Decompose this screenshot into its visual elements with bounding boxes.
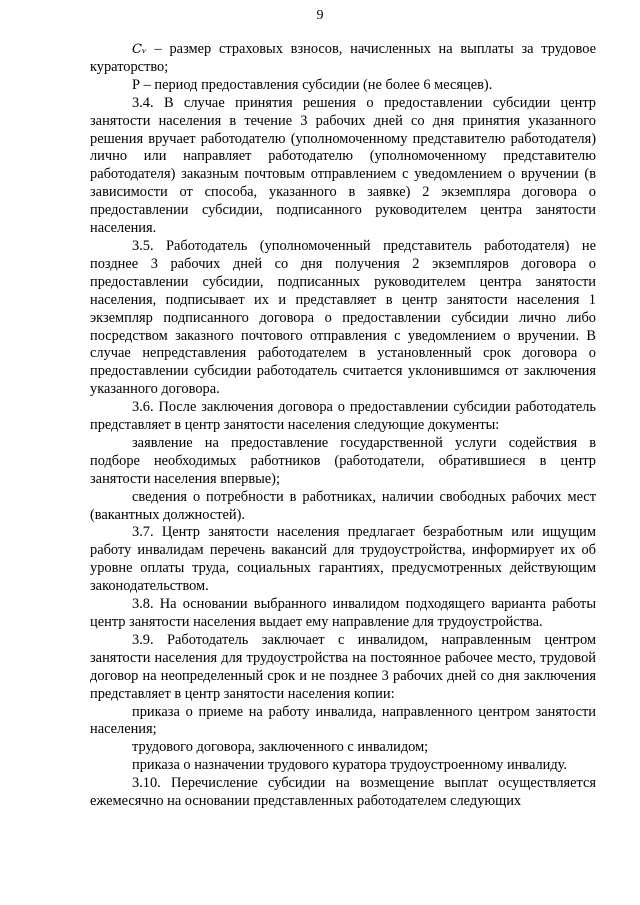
paragraph-3-6-item-application: заявление на предоставление государственной услуги содействия в подборе необходимых работников (работодатели, обратившиеся в центр занятости населения впервые);	[90, 434, 596, 487]
paragraph-3-8: 3.8. На основании выбранного инвалидом подходящего варианта работы центр занятости населения выдает ему направление для трудоустройства.	[90, 596, 596, 630]
paragraph-3-7: 3.7. Центр занятости населения предлагает безработным или ищущим работу инвалидам перечень вакансий для трудоустройства, информирует их об уровне оплаты труда, социальных гарантиях, предусмотренных действующим законодательством.	[90, 524, 596, 595]
paragraph-3-10: 3.10. Перечисление субсидии на возмещение выплат осуществляется ежемесячно на основании представленных работодателем следующих	[90, 775, 596, 810]
document-body	[90, 41, 596, 811]
page-number: 9	[316, 8, 324, 23]
paragraph-3-6: 3.6. После заключения договора о предоставлении субсидии работодатель представляет в центр занятости населения следующие документы:	[90, 399, 596, 434]
paragraph-3-5: 3.5. Работодатель (уполномоченный представитель работодателя) не позднее 3 рабочих дней со дня получения 2 экземпляров договора о предоставлении субсидии, подписанных руководителем центра занятости населения, подписывает их и представляет в центр занятости населения 1 экземпляр подписанного договора о предоставлении субсидии лично либо посредством заказного почтового отправления с уведомлением о вручении. В случае непредставления работодателем в установленный срок договора о предоставлении субсидии работодатель считается уклонившимся от заключения указанного договора.	[90, 237, 596, 398]
paragraph-cv-definition	[90, 41, 596, 77]
paragraph-p-definition: Р – период предоставления субсидии (не более 6 месяцев).	[132, 76, 493, 93]
paragraph-3-9-item-contract: трудового договора, заключенного с инвалидом;	[132, 739, 429, 756]
paragraph-cv-text: – размер страховых взносов, начисленных на выплаты за трудовое кураторство;	[90, 41, 596, 75]
paragraph-3-6-item-vacancies: сведения о потребности в работниках, наличии свободных рабочих мест (вакантных должностей).	[90, 488, 596, 523]
paragraph-3-9-item-curator: приказа о назначении трудового куратора трудоустроенному инвалиду.	[132, 757, 568, 774]
paragraph-3-9-item-order: приказа о приеме на работу инвалида, направленного центром занятости населения;	[90, 703, 596, 738]
formula-symbol-cv: Cᵥ	[132, 42, 147, 57]
paragraph-3-9: 3.9. Работодатель заключает с инвалидом, направленным центром занятости населения для трудоустройства на постоянное рабочее место, трудовой договор на неопределенный срок и не позднее 3 рабочих дней со дня заключения представляет в центр занятости населения копии:	[90, 631, 596, 702]
paragraph-3-4: 3.4. В случае принятия решения о предоставлении субсидии центр занятости населения в течение 3 рабочих дней со дня принятия указанного решения вручает работодателю (уполномоченному представителю работодателя) лично или направляет работодателю (уполномоченному представителю работодателя) заказным почтовым отправлением с уведомлением о вручении (в зависимости от способа, указанного в заявке) 2 экземпляра договора о предоставлении субсидии, подписанного руководителем центра занятости населения.	[90, 94, 596, 237]
